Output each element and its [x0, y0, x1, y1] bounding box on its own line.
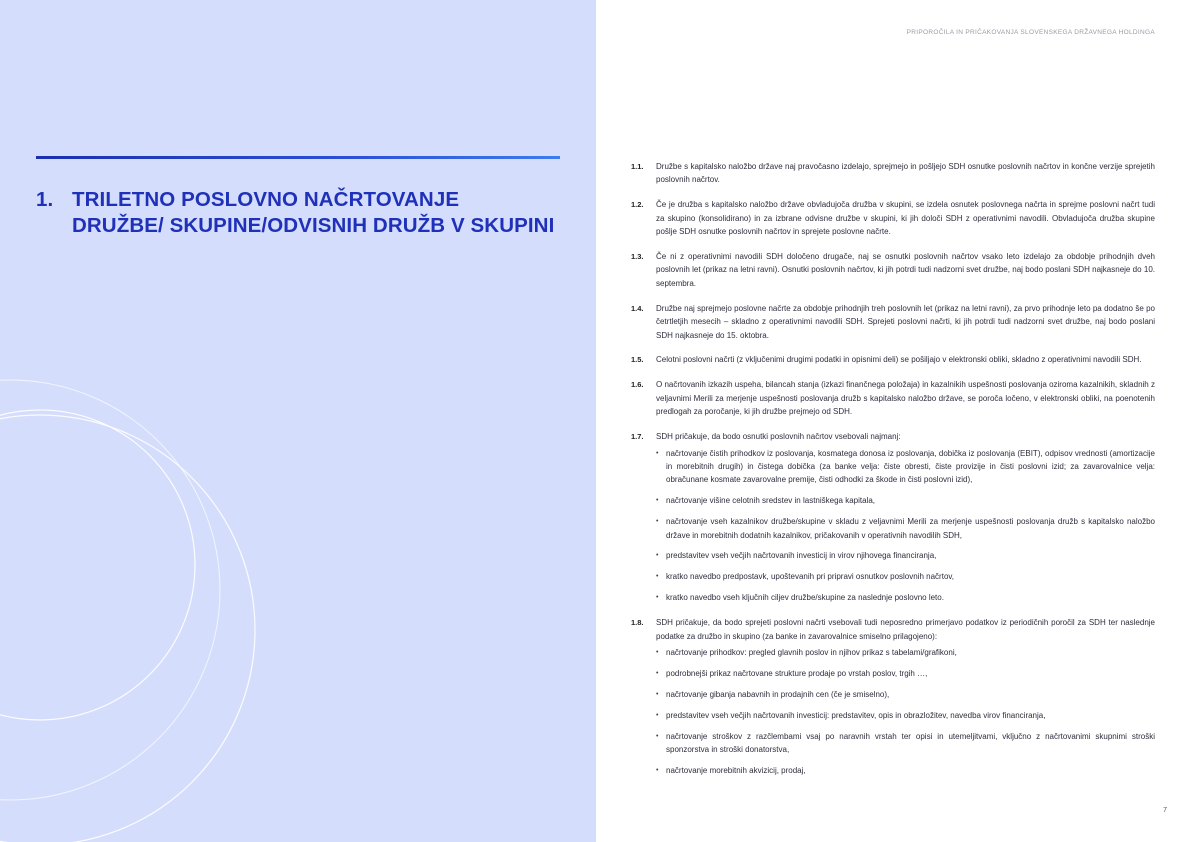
- list-item: [656, 646, 1155, 659]
- bullet-icon: •: [656, 449, 659, 457]
- bullet-text: načrtovanje stroškov z razčlembami vsaj po naravnih vrstah ter opisi in utemeljitvami, vključno z načrtovanimi skupnimi stroški sponzorstva in stroški donatorstva,: [666, 731, 1155, 754]
- bullet-icon: •: [656, 573, 659, 581]
- section-1-4: [631, 302, 1155, 342]
- chapter-number: 1.: [36, 188, 54, 211]
- list-item: [656, 494, 1155, 507]
- running-header: PRIPOROČILA IN PRIČAKOVANJA SLOVENSKEGA DRŽAVNEGA HOLDINGA: [906, 29, 1155, 36]
- bullet-icon: •: [656, 690, 659, 698]
- section-number: 1.8.: [631, 618, 644, 628]
- section-number: 1.4.: [631, 303, 644, 313]
- bullet-text: kratko navedbo vseh ključnih ciljev družbe/skupine za naslednje poslovno leto.: [666, 593, 944, 603]
- bullet-text: načrtovanje višine celotnih sredstev in lastniškega kapitala,: [666, 496, 876, 506]
- bullet-icon: •: [656, 669, 659, 677]
- bullet-text: načrtovanje morebitnih akvizicij, prodaj,: [666, 765, 806, 775]
- bullet-icon: •: [656, 648, 659, 656]
- bullet-icon: •: [656, 552, 659, 560]
- section-1-2: [631, 198, 1155, 238]
- section-text: Družbe s kapitalsko naložbo države naj pravočasno izdelajo, sprejmejo in pošljejo SDH osnutke poslovnih načrtov in končne verzije sprejetih poslovnih načrtov.: [656, 162, 1155, 185]
- bullet-icon: •: [656, 594, 659, 602]
- bullet-icon: •: [656, 497, 659, 505]
- bullet-list: [656, 447, 1155, 605]
- chapter-title: TRILETNO POSLOVNO NAČRTOVANJE DRUŽBE/ SKUPINE/ODVISNIH DRUŽB V SKUPINI: [72, 188, 555, 237]
- list-item: [656, 667, 1155, 680]
- list-item: [656, 447, 1155, 487]
- bullet-text: kratko navedbo predpostavk, upoštevanih pri pripravi osnutkov poslovnih načrtov,: [666, 572, 955, 582]
- section-1-1: [631, 160, 1155, 187]
- section-number: 1.5.: [631, 355, 644, 365]
- section-number: 1.3.: [631, 252, 644, 262]
- bullet-text: predstavitev vseh večjih načrtovanih investicij in virov njihovega financiranja,: [666, 551, 937, 561]
- bullet-icon: •: [656, 766, 659, 774]
- bullet-list: [656, 646, 1155, 777]
- section-1-8: [631, 616, 1155, 777]
- section-1-7: [631, 430, 1155, 605]
- section-text: Če ni z operativnimi navodili SDH določeno drugače, naj se osnutki poslovnih načrtov vsako leto izdelajo za obdobje prihodnjih dveh poslovnih let (prikaz na letni ravni). Osnutki poslovnih načrtov, ki jih potrdi tudi nadzorni svet družbe, naj bodo poslani SDH najkasneje do 10. septembra.: [656, 252, 1155, 288]
- list-item: [656, 688, 1155, 701]
- section-text: Če je družba s kapitalsko naložbo države obvladujoča družba v skupini, se izdela osnutek poslovnega načrta in sprejme poslovni načrt tudi za skupino (konsolidirano) in za izbrane odvisne družbe v skupini, ki jih določi SDH z operativnimi navodili. Obvladujoča družba skupine pošlje SDH osnutke poslovnih načrtov in sprejete poslovne načrte.: [656, 200, 1155, 237]
- bullet-text: načrtovanje gibanja nabavnih in prodajnih cen (če je smiselno),: [666, 689, 890, 699]
- list-item: [656, 549, 1155, 562]
- section-text: Celotni poslovni načrti (z vključenimi drugimi podatki in opisnimi deli) se pošiljajo v elektronski obliki, skladno z operativnimi navodili SDH.: [656, 355, 1142, 365]
- bullet-text: načrtovanje čistih prihodkov iz poslovanja, kosmatega donosa iz poslovanja, dobička iz poslovanja (EBIT), odpisov vrednosti (amortizacije in morebitnih drugih) in čistega dobička (za banke velja: čiste obresti, čiste provizije in čisti poslovni izid; za zavarovalnice velja: obračunane kosmate zavarovalne premije, čisti odhodki za škode in čisti poslovni izid),: [666, 448, 1155, 485]
- section-1-5: [631, 353, 1155, 366]
- section-1-3: [631, 250, 1155, 290]
- section-text: O načrtovanih izkazih uspeha, bilancah stanja (izkazi finančnega položaja) in kazalnikih uspešnosti poslovanja oziroma kazalnikih, skladnih z veljavnimi Merili za merjenje uspešnosti poslovanja družb s kapitalsko naložbo države, se poroča ločeno, v elektronski obliki, na poenotenih predlogah za poročanje, ki jih družbe prejmejo od SDH.: [656, 380, 1155, 417]
- bullet-icon: •: [656, 732, 659, 740]
- page-number: 7: [1163, 807, 1167, 814]
- list-item: [656, 764, 1155, 777]
- section-text: SDH pričakuje, da bodo osnutki poslovnih načrtov vsebovali najmanj:: [656, 432, 901, 442]
- bullet-text: načrtovanje vseh kazalnikov družbe/skupine v skladu z veljavnimi Merili za merjenje uspešnosti poslovanja družb s kapitalsko naložbo države in morebitnih dodatnih kazalnikov, pričakovanih v operativnih navodilih SDH,: [666, 517, 1155, 540]
- bullet-icon: •: [656, 711, 659, 719]
- section-text: Družbe naj sprejmejo poslovne načrte za obdobje prihodnjih treh poslovnih let (prikaz na letni ravni), za prvo prihodnje leto pa dodatno še po četrtletjih mesecih – skladno z operativnimi navodili SDH. Sprejeti poslovni načrti, ki jih potrdi tudi nadzorni svet družbe, naj bodo poslani SDH najkasneje do 15. oktobra.: [656, 303, 1155, 340]
- section-number: 1.7.: [631, 432, 644, 442]
- list-item: [656, 709, 1155, 722]
- section-text: SDH pričakuje, da bodo sprejeti poslovni načrti vsebovali tudi neposredno primerjavo podatkov iz periodičnih poročil za SDH ter naslednje podatke za družbo in skupino (za banke in zavarovalnice smiselno prilagojeno):: [656, 618, 1155, 641]
- accent-line: [36, 156, 560, 159]
- list-item: [656, 570, 1155, 583]
- bullet-text: načrtovanje prihodkov: pregled glavnih poslov in njihov prikaz s tabelami/grafikoni,: [666, 647, 957, 657]
- section-number: 1.1.: [631, 162, 644, 171]
- bullet-text: predstavitev vseh večjih načrtovanih investicij: predstavitev, opis in obrazložitev, navedba virov financiranja,: [666, 710, 1046, 720]
- list-item: [656, 515, 1155, 542]
- chapter-heading: [36, 187, 556, 239]
- section-1-6: [631, 378, 1155, 418]
- section-number: 1.6.: [631, 380, 644, 390]
- list-item: [656, 730, 1155, 757]
- section-number: 1.2.: [631, 200, 644, 210]
- bullet-text: podrobnejši prikaz načrtovane strukture prodaje po vrstah poslov, trgih …,: [666, 668, 928, 678]
- bullet-icon: •: [656, 518, 659, 526]
- list-item: [656, 591, 1155, 604]
- sections-list: [631, 160, 1155, 789]
